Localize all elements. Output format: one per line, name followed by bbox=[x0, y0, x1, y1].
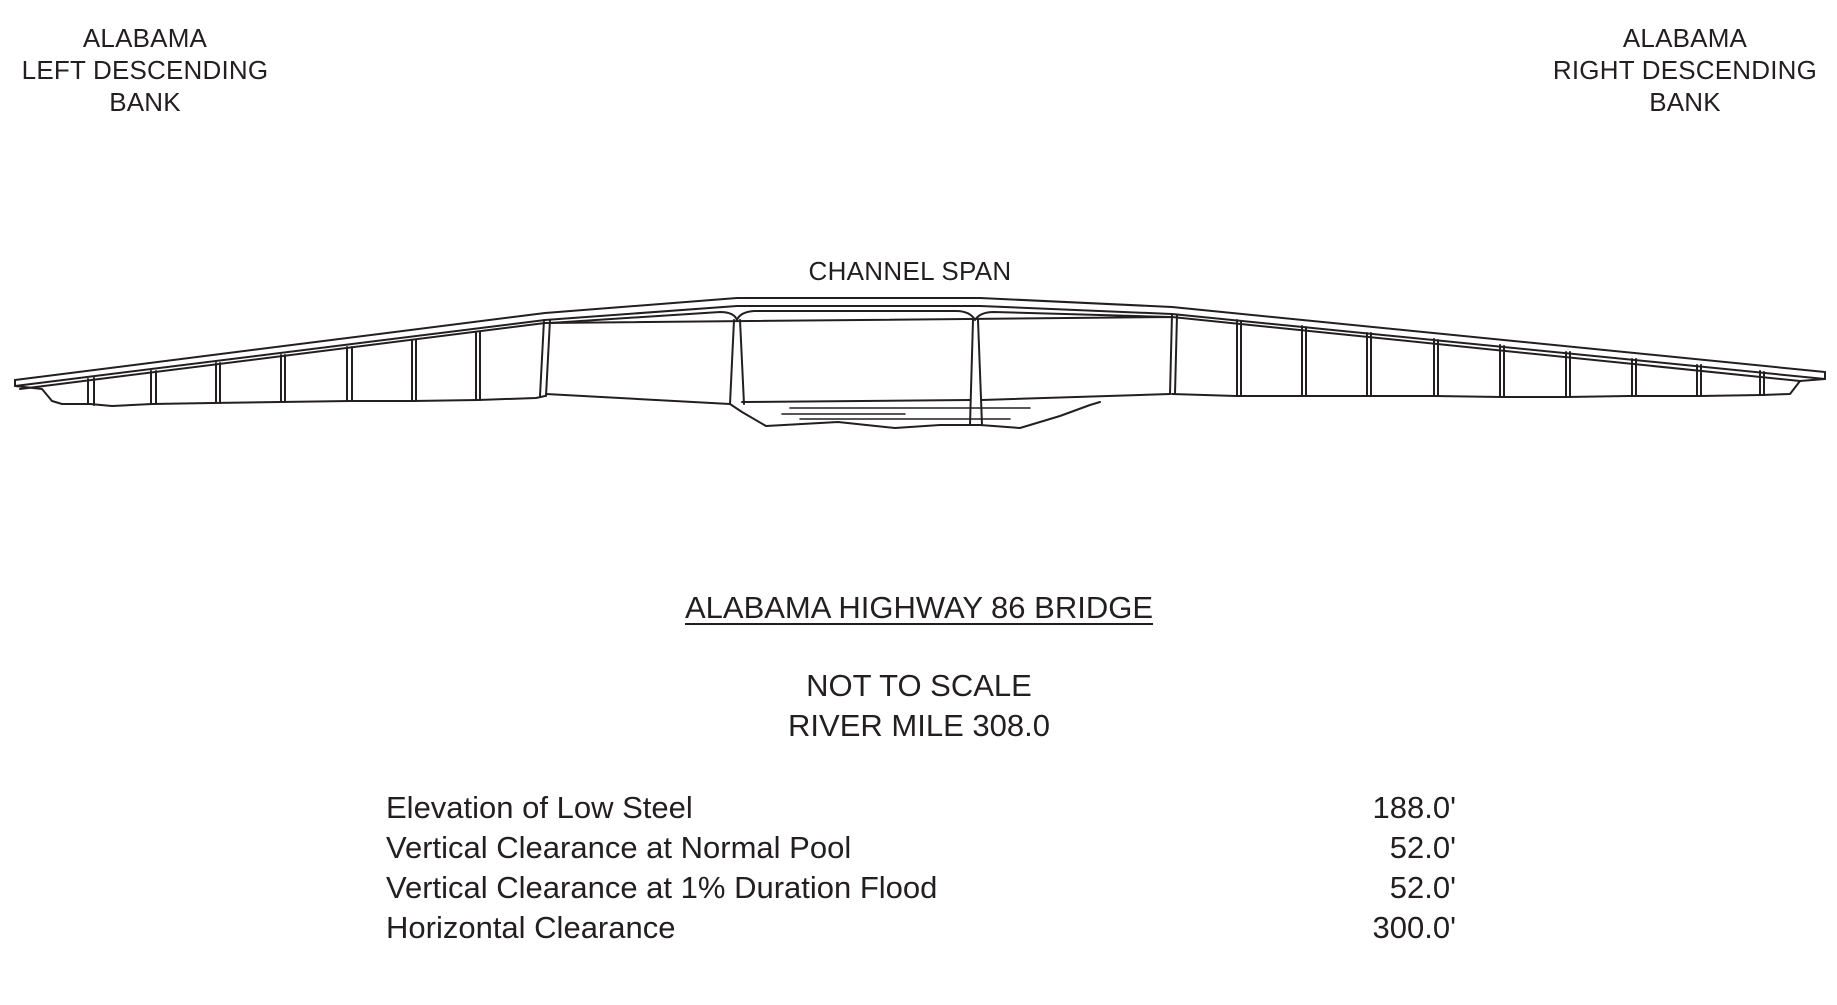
clearance-value: 52.0' bbox=[1389, 870, 1456, 905]
riverbed-outline bbox=[730, 402, 1100, 428]
river-mile: RIVER MILE 308.0 bbox=[788, 708, 1050, 743]
bridge-title-text: ALABAMA HIGHWAY 86 BRIDGE bbox=[684, 590, 1153, 625]
channel-span-label: CHANNEL SPAN bbox=[808, 256, 1012, 286]
clearance-label: Horizontal Clearance bbox=[386, 910, 676, 945]
clearance-row-low-steel bbox=[386, 788, 1456, 828]
clearance-label: Vertical Clearance at 1% Duration Flood bbox=[386, 870, 938, 905]
clearance-row-flood bbox=[386, 868, 1456, 908]
clearance-label: Elevation of Low Steel bbox=[386, 790, 693, 825]
clearance-value: 52.0' bbox=[1389, 830, 1456, 865]
main-span-piers bbox=[540, 314, 1177, 396]
right-bank-line-1: ALABAMA bbox=[1622, 23, 1748, 53]
bridge-title bbox=[510, 590, 1328, 626]
clearance-value: 300.0' bbox=[1372, 910, 1456, 945]
right-bank-line-2: RIGHT DESCENDING bbox=[1552, 55, 1818, 85]
right-approach-girder bbox=[1172, 394, 1762, 397]
clearance-row-normal-pool bbox=[386, 828, 1456, 868]
channel-span-girders bbox=[546, 311, 1170, 404]
channel-piers bbox=[730, 320, 982, 425]
clearance-row-horizontal bbox=[386, 908, 1456, 948]
left-bank-line-1: ALABAMA bbox=[82, 23, 208, 53]
clearance-table bbox=[386, 788, 1456, 948]
clearance-value: 188.0' bbox=[1372, 790, 1456, 825]
right-bank-line-3: BANK bbox=[1649, 87, 1721, 117]
scale-note: NOT TO SCALE bbox=[806, 668, 1032, 703]
water-surface-lines bbox=[782, 408, 1030, 419]
left-bank-line-3: BANK bbox=[109, 87, 181, 117]
left-approach-piers bbox=[88, 332, 480, 405]
clearance-label: Vertical Clearance at Normal Pool bbox=[386, 830, 852, 865]
left-bank-line-2: LEFT DESCENDING bbox=[21, 55, 269, 85]
